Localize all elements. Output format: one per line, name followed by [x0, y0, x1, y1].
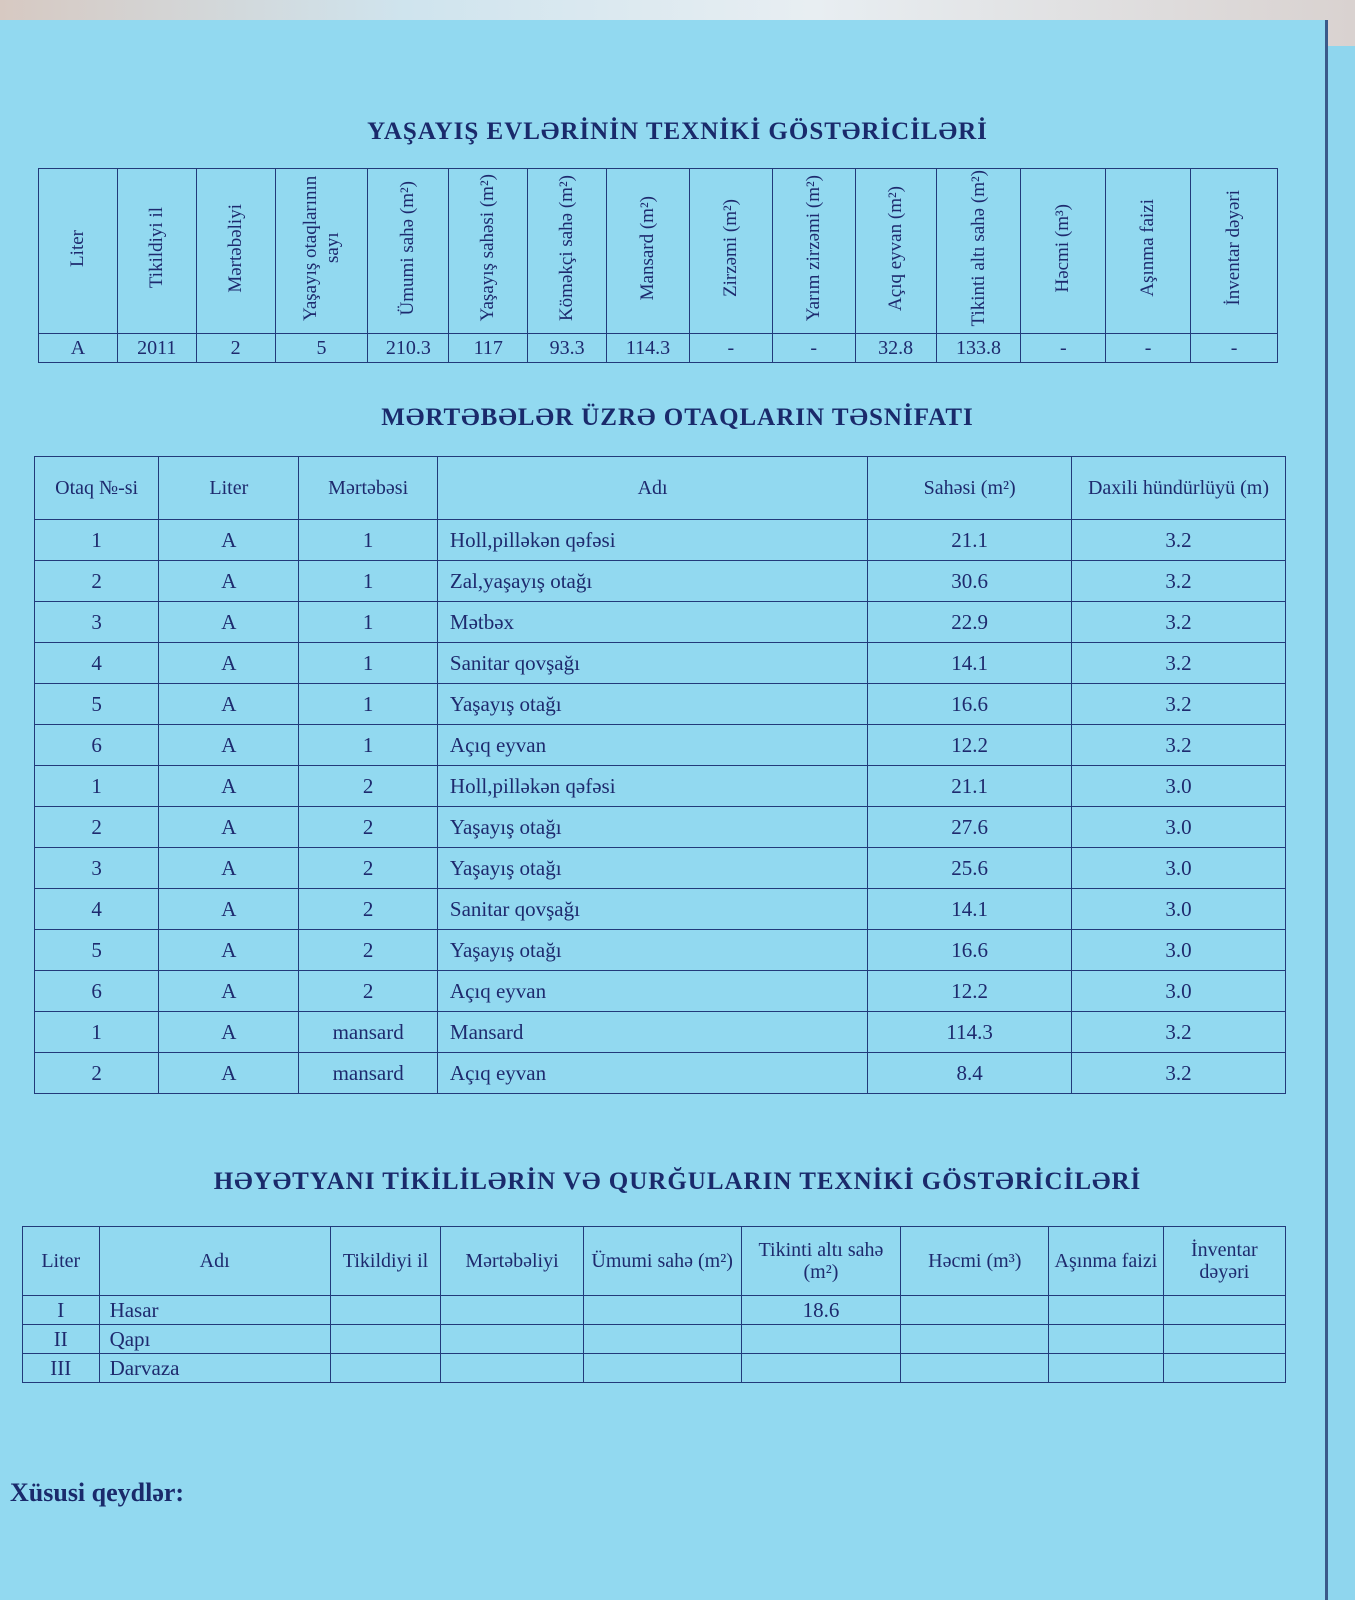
header-cell: Otaq №-si: [35, 457, 159, 520]
table-row: [35, 930, 1286, 971]
cell: 2: [299, 807, 438, 848]
cell: A: [159, 561, 299, 602]
cell: 12.2: [868, 725, 1072, 766]
header-cell: Tikinti altı sahə (m²): [741, 1227, 901, 1296]
cell: A: [159, 520, 299, 561]
header-cell: Ümumi sahə (m²): [397, 180, 419, 316]
header-cell: İnventar dəyəri: [1223, 190, 1245, 306]
cell-name: Açıq eyvan: [437, 725, 867, 766]
cell: [1049, 1325, 1163, 1354]
table-header-row: [39, 169, 1278, 334]
cell: 16.6: [868, 684, 1072, 725]
cell: 8.4: [868, 1053, 1072, 1094]
header-cell: Mərtəbəsi: [299, 457, 438, 520]
cell-name: Açıq eyvan: [437, 971, 867, 1012]
cell-name: Yaşayış otağı: [437, 807, 867, 848]
cell: 2: [299, 848, 438, 889]
cell: 3.2: [1071, 561, 1285, 602]
cell: [330, 1296, 441, 1325]
cell: 4: [35, 643, 159, 684]
cell: [441, 1354, 583, 1383]
table-row: [35, 889, 1286, 930]
cell: A: [159, 889, 299, 930]
cell: 6: [35, 725, 159, 766]
table-row: [23, 1325, 1286, 1354]
cell: 14.1: [868, 643, 1072, 684]
cell: 1: [299, 561, 438, 602]
header-cell: Açıq eyvan (m²): [884, 185, 906, 311]
cell: 4: [35, 889, 159, 930]
cell: [1163, 1325, 1285, 1354]
cell: [901, 1325, 1049, 1354]
table-row: [35, 561, 1286, 602]
cell: 3.2: [1071, 1012, 1285, 1053]
cell: 3.0: [1071, 889, 1285, 930]
cell: 1: [35, 1012, 159, 1053]
cell: A: [159, 807, 299, 848]
header-cell: Adı: [437, 457, 867, 520]
cell: 1: [299, 684, 438, 725]
header-cell: Tikildiyi il: [145, 207, 167, 289]
cell: 1: [299, 520, 438, 561]
cell: [330, 1354, 441, 1383]
cell: 117: [449, 334, 528, 363]
cell: -: [1191, 334, 1278, 363]
cell: 114.3: [868, 1012, 1072, 1053]
cell: 5: [275, 334, 368, 363]
cell: [583, 1325, 741, 1354]
cell: 18.6: [741, 1296, 901, 1325]
cell: mansard: [299, 1053, 438, 1094]
cell-name: Sanitar qovşağı: [437, 889, 867, 930]
cell-name: Mətbəx: [437, 602, 867, 643]
cell-name: Zal,yaşayış otağı: [437, 561, 867, 602]
header-cell: Mərtəbəliyi: [224, 203, 246, 293]
yard-table-body: [23, 1296, 1286, 1383]
cell: -: [1106, 334, 1191, 363]
cell: [441, 1325, 583, 1354]
header-cell: Yaşayış sahəsi (m²): [477, 174, 499, 322]
cell: -: [1021, 334, 1106, 363]
cell: 21.1: [868, 520, 1072, 561]
cell: 1: [299, 643, 438, 684]
cell-name: Holl,pilləkən qəfəsi: [437, 520, 867, 561]
header-cell: Ümumi sahə (m²): [583, 1227, 741, 1296]
cell: 3.2: [1071, 520, 1285, 561]
table-row: [35, 1053, 1286, 1094]
cell-name: Mansard: [437, 1012, 867, 1053]
cell: 30.6: [868, 561, 1072, 602]
table-row: [35, 684, 1286, 725]
cell: III: [23, 1354, 100, 1383]
header-cell: Daxili hündürlüyü (m): [1071, 457, 1285, 520]
cell: 2: [196, 334, 275, 363]
rooms-by-floor-table: [34, 456, 1286, 1094]
cell: 114.3: [607, 334, 690, 363]
cell: mansard: [299, 1012, 438, 1053]
cell: 2: [299, 930, 438, 971]
header-cell: Yaşayış otaqlarının sayı: [299, 175, 343, 321]
header-cell: Mansard (m²): [637, 195, 659, 301]
cell: A: [39, 334, 118, 363]
cell: [583, 1354, 741, 1383]
cell: 27.6: [868, 807, 1072, 848]
cell: 2: [35, 561, 159, 602]
cell-name: Hasar: [99, 1296, 330, 1325]
header-cell: Zirzəmi (m²): [719, 198, 741, 297]
cell: 2: [35, 807, 159, 848]
header-cell: Sahəsi (m²): [868, 457, 1072, 520]
cell-name: Açıq eyvan: [437, 1053, 867, 1094]
special-notes-label: Xüsusi qeydlər:: [10, 1478, 185, 1507]
cell: [741, 1325, 901, 1354]
table-header-row: [35, 457, 1286, 520]
cell: 3.0: [1071, 930, 1285, 971]
cell: 3.2: [1071, 684, 1285, 725]
cell: [330, 1325, 441, 1354]
cell: 1: [35, 766, 159, 807]
cell: [1049, 1354, 1163, 1383]
cell: [583, 1296, 741, 1325]
technical-indicators-table: [38, 168, 1278, 363]
header-cell: Həcmi (m³): [901, 1227, 1049, 1296]
cell: 3.2: [1071, 602, 1285, 643]
cell: [901, 1354, 1049, 1383]
header-cell: Aşınma faizi: [1137, 199, 1159, 297]
cell: 3.0: [1071, 766, 1285, 807]
cell: 3.2: [1071, 643, 1285, 684]
cell: 14.1: [868, 889, 1072, 930]
cell: 3.2: [1071, 1053, 1285, 1094]
cell: A: [159, 602, 299, 643]
cell: 2011: [117, 334, 196, 363]
header-cell: Liter: [23, 1227, 100, 1296]
cell: 2: [299, 971, 438, 1012]
cell: 21.1: [868, 766, 1072, 807]
cell: A: [159, 684, 299, 725]
table-row: [23, 1296, 1286, 1325]
cell: -: [689, 334, 772, 363]
cell-name: Yaşayış otağı: [437, 930, 867, 971]
header-cell: Liter: [67, 229, 88, 267]
cell: I: [23, 1296, 100, 1325]
cell: [441, 1296, 583, 1325]
header-cell: Tikildiyi il: [330, 1227, 441, 1296]
cell: 3.0: [1071, 971, 1285, 1012]
header-cell: Adı: [99, 1227, 330, 1296]
table-row: [39, 334, 1278, 363]
header-cell: Yarım zirzəmi (m²): [802, 174, 824, 322]
cell: 1: [299, 602, 438, 643]
table-row: [35, 766, 1286, 807]
cell: 16.6: [868, 930, 1072, 971]
header-cell: Tikinti altı sahə (m²): [967, 169, 989, 327]
cell: 93.3: [528, 334, 607, 363]
cell: [1049, 1296, 1163, 1325]
section1-title: YAŞAYIŞ EVLƏRİNİN TEXNİKİ GÖSTƏRİCİLƏRİ: [367, 118, 988, 145]
cell-name: Yaşayış otağı: [437, 684, 867, 725]
header-cell: Köməkçi sahə (m²): [556, 174, 578, 322]
cell: 32.8: [855, 334, 936, 363]
cell: [1163, 1354, 1285, 1383]
cell: [741, 1354, 901, 1383]
cell: 3: [35, 602, 159, 643]
rooms-table-body: [35, 520, 1286, 1094]
cell: 1: [299, 725, 438, 766]
header-cell: Liter: [159, 457, 299, 520]
cell: 3.0: [1071, 848, 1285, 889]
cell: 2: [35, 1053, 159, 1094]
cell: A: [159, 971, 299, 1012]
table-row: [23, 1354, 1286, 1383]
table-row: [35, 971, 1286, 1012]
table-row: [35, 643, 1286, 684]
header-cell: Mərtəbəliyi: [441, 1227, 583, 1296]
table-row: [35, 807, 1286, 848]
cell: 6: [35, 971, 159, 1012]
cell: 25.6: [868, 848, 1072, 889]
cell: A: [159, 766, 299, 807]
cell: A: [159, 643, 299, 684]
cell: [901, 1296, 1049, 1325]
cell: A: [159, 848, 299, 889]
cell: 3: [35, 848, 159, 889]
table-row: [35, 848, 1286, 889]
header-cell: İnventar dəyəri: [1163, 1227, 1285, 1296]
cell: A: [159, 1053, 299, 1094]
cell: 1: [35, 520, 159, 561]
cell: 5: [35, 930, 159, 971]
cell: 22.9: [868, 602, 1072, 643]
table-header-row: [23, 1227, 1286, 1296]
section3-title: HƏYƏTYANI TİKİLİLƏRİN VƏ QURĞULARIN TEXNİKİ GÖSTƏRİCİLƏRİ: [213, 1168, 1142, 1195]
table-row: [35, 520, 1286, 561]
table-row: [35, 1012, 1286, 1053]
cell-name: Qapı: [99, 1325, 330, 1354]
cell-name: Darvaza: [99, 1354, 330, 1383]
cell: 2: [299, 889, 438, 930]
cell: 2: [299, 766, 438, 807]
yard-structures-table: [22, 1226, 1286, 1383]
header-cell: Həcmi (m³): [1052, 203, 1074, 293]
cell: A: [159, 725, 299, 766]
cell: -: [772, 334, 855, 363]
section2-title: MƏRTƏBƏLƏR ÜZRƏ OTAQLARIN TƏSNİFATI: [381, 404, 974, 431]
cell: 5: [35, 684, 159, 725]
cell: 3.2: [1071, 725, 1285, 766]
cell: II: [23, 1325, 100, 1354]
cell: [1163, 1296, 1285, 1325]
cell: 210.3: [368, 334, 449, 363]
cell-name: Yaşayış otağı: [437, 848, 867, 889]
cell-name: Sanitar qovşağı: [437, 643, 867, 684]
cell-name: Holl,pilləkən qəfəsi: [437, 766, 867, 807]
table-row: [35, 725, 1286, 766]
cell: 133.8: [936, 334, 1021, 363]
header-cell: Aşınma faizi: [1049, 1227, 1163, 1296]
cell: A: [159, 1012, 299, 1053]
cell: 3.0: [1071, 807, 1285, 848]
cell: A: [159, 930, 299, 971]
cell: 12.2: [868, 971, 1072, 1012]
table-row: [35, 602, 1286, 643]
